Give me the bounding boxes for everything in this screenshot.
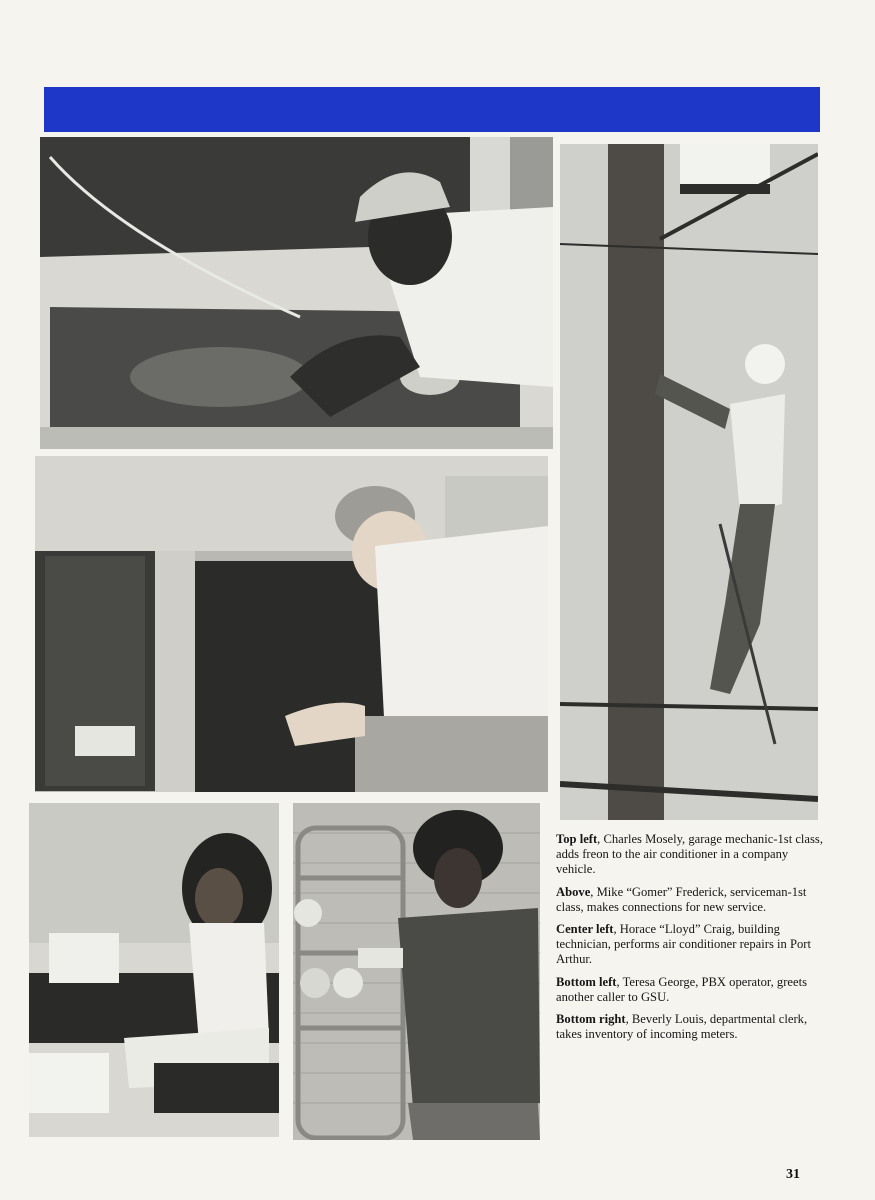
caption-bottom-left: [556, 975, 826, 1005]
page-number: 31: [786, 1167, 800, 1182]
caption-text: , Mike “Gomer” Frederick, serviceman-1st class, makes connections for new service.: [556, 884, 807, 914]
photo-building-technician: [35, 456, 548, 792]
caption-lead: Above: [556, 884, 591, 899]
caption-lead: Top left: [556, 832, 598, 846]
header-color-bar: [44, 87, 820, 132]
caption-above: [556, 885, 826, 915]
photo-lineman-pole: [560, 144, 818, 820]
caption-lead: Bottom left: [556, 974, 617, 989]
photo-pbx-operator: [29, 803, 279, 1137]
caption-text: , Beverly Louis, departmental clerk, takes inventory of incoming meters.: [556, 1012, 808, 1042]
caption-lead: Bottom right: [556, 1012, 626, 1027]
photo-captions: [556, 832, 826, 1049]
caption-text: , Charles Mosely, garage mechanic-1st class, adds freon to the air conditioner in a company vehicle.: [556, 832, 823, 877]
caption-lead: Center left: [556, 922, 614, 937]
caption-center-left: [556, 922, 826, 968]
caption-top-left: [556, 832, 826, 878]
photo-garage-mechanic: [40, 137, 553, 449]
caption-bottom-right: [556, 1012, 826, 1042]
photo-departmental-clerk: [293, 803, 540, 1140]
caption-text: , Teresa George, PBX operator, greets another caller to GSU.: [556, 974, 807, 1004]
caption-text: , Horace “Lloyd” Craig, building technician, performs air conditioner repairs in Port Arthur.: [556, 922, 811, 967]
